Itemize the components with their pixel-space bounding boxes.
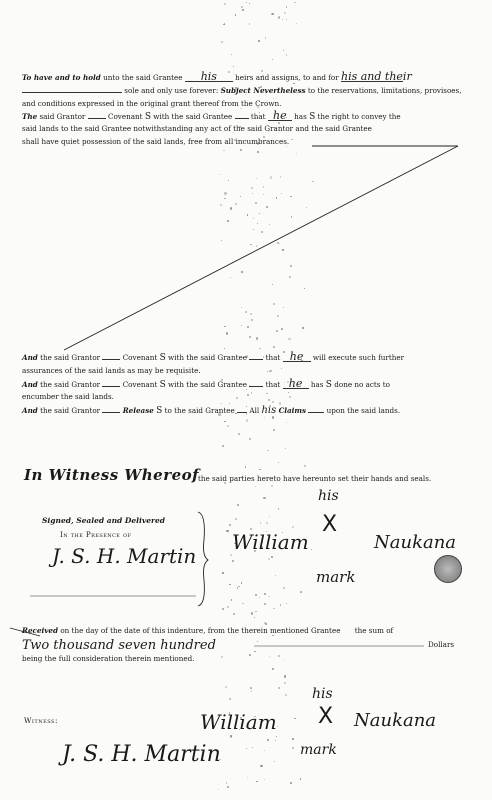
witness-signature-top: J. S. H. Martin <box>52 544 197 568</box>
signed-sealed-delivered: Signed, Sealed and Delivered <box>42 516 165 525</box>
text: he <box>283 379 309 389</box>
receipt-line-3: being the full consideration therein mentioned. <box>22 654 195 663</box>
text: the said Grantor <box>40 406 101 415</box>
text: will execute such further <box>312 353 405 362</box>
text: Covenant <box>122 380 158 389</box>
text: done no acts to <box>334 380 390 389</box>
witness-heading: In Witness Whereof <box>24 466 200 484</box>
text: mark <box>300 742 337 758</box>
text: X <box>318 704 334 729</box>
text: Claims <box>278 406 307 415</box>
text: the said Grantor <box>40 380 101 389</box>
text: his <box>261 405 277 416</box>
text: that <box>265 353 281 362</box>
text: And <box>22 406 38 415</box>
to-have-and-to-hold: To have and to hold <box>22 73 101 82</box>
grantee-pronoun: his <box>185 72 233 82</box>
seal-icon <box>434 555 462 583</box>
covenant-line-2: assurances of the said lands as may be requisite. <box>22 366 201 375</box>
text: The <box>22 112 38 121</box>
text: has <box>294 112 307 121</box>
text: All <box>249 406 260 415</box>
text: S <box>144 112 151 122</box>
bottom-witness-signature: J. S. H. Martin <box>62 742 221 767</box>
covenant-line-5 <box>22 406 400 416</box>
bottom-grantor-first: William <box>200 710 277 734</box>
grantor-pronoun: he <box>268 111 292 121</box>
habendum-line-3: and conditions expressed in the original grant thereof from the Crown. <box>22 99 282 108</box>
text: the said Grantor <box>40 353 101 362</box>
text: S <box>159 380 166 390</box>
text: Covenant <box>122 353 158 362</box>
habendum-line-5: said lands to the said Grantee notwithstanding any act of the said Grantor and the said Grantee <box>22 124 372 133</box>
witness-label: Witness: <box>24 716 58 725</box>
covenant-line-4: encumber the said lands. <box>22 392 114 401</box>
grantor-signature-first: William <box>232 530 309 554</box>
text: Dollars <box>428 640 455 649</box>
text: S <box>156 406 163 416</box>
text: the right to convey the <box>317 112 401 121</box>
witness-text: the said parties hereto have hereunto set their hands and seals. <box>198 474 432 483</box>
text: that <box>250 112 266 121</box>
text: Release <box>122 406 154 415</box>
text: said Grantor <box>39 112 86 121</box>
text: heirs and assigns, to and for <box>235 73 339 82</box>
text: sole and only use forever: <box>124 86 219 95</box>
text: S <box>325 380 332 390</box>
covenant-line-1 <box>22 352 404 363</box>
text: the sum of <box>354 626 394 635</box>
text: with the said Grantee <box>168 353 247 362</box>
text: unto the said Grantee <box>103 73 183 82</box>
text: he <box>283 352 311 362</box>
in-presence-of: In the Presence of <box>60 530 132 539</box>
amount-handwritten: Two thousand seven hundred <box>22 638 216 653</box>
grantee-use: his and their <box>340 70 412 83</box>
text: has <box>310 380 324 389</box>
text: his <box>318 488 339 504</box>
text: shall have quiet possession of the said lands, free from all incumbrances. <box>22 137 290 146</box>
text: Covenant <box>107 112 143 121</box>
text: Received <box>22 626 59 635</box>
bottom-grantor-last: Naukana <box>354 710 437 731</box>
text: S <box>159 353 166 363</box>
grantor-mark-x: X <box>322 512 338 537</box>
text: with the said Grantee <box>168 380 247 389</box>
covenant-line-3 <box>22 379 390 390</box>
text: And <box>22 353 38 362</box>
receipt-line-2 <box>22 634 216 653</box>
text: And <box>22 380 38 389</box>
text: with the said Grantee <box>153 112 233 121</box>
text: his <box>312 686 333 702</box>
text: that <box>265 380 281 389</box>
text: Subject Nevertheless <box>220 86 306 95</box>
text: to the reservations, limitations, provisoes, <box>307 86 462 95</box>
text: to the said Grantee <box>164 406 235 415</box>
text: S <box>309 112 316 122</box>
text: upon the said lands. <box>326 406 401 415</box>
text: on the day of the date of this indenture, from the therein mentioned Grantee <box>60 626 341 635</box>
text: mark <box>316 568 356 586</box>
grantor-signature-last: Naukana <box>374 532 457 553</box>
